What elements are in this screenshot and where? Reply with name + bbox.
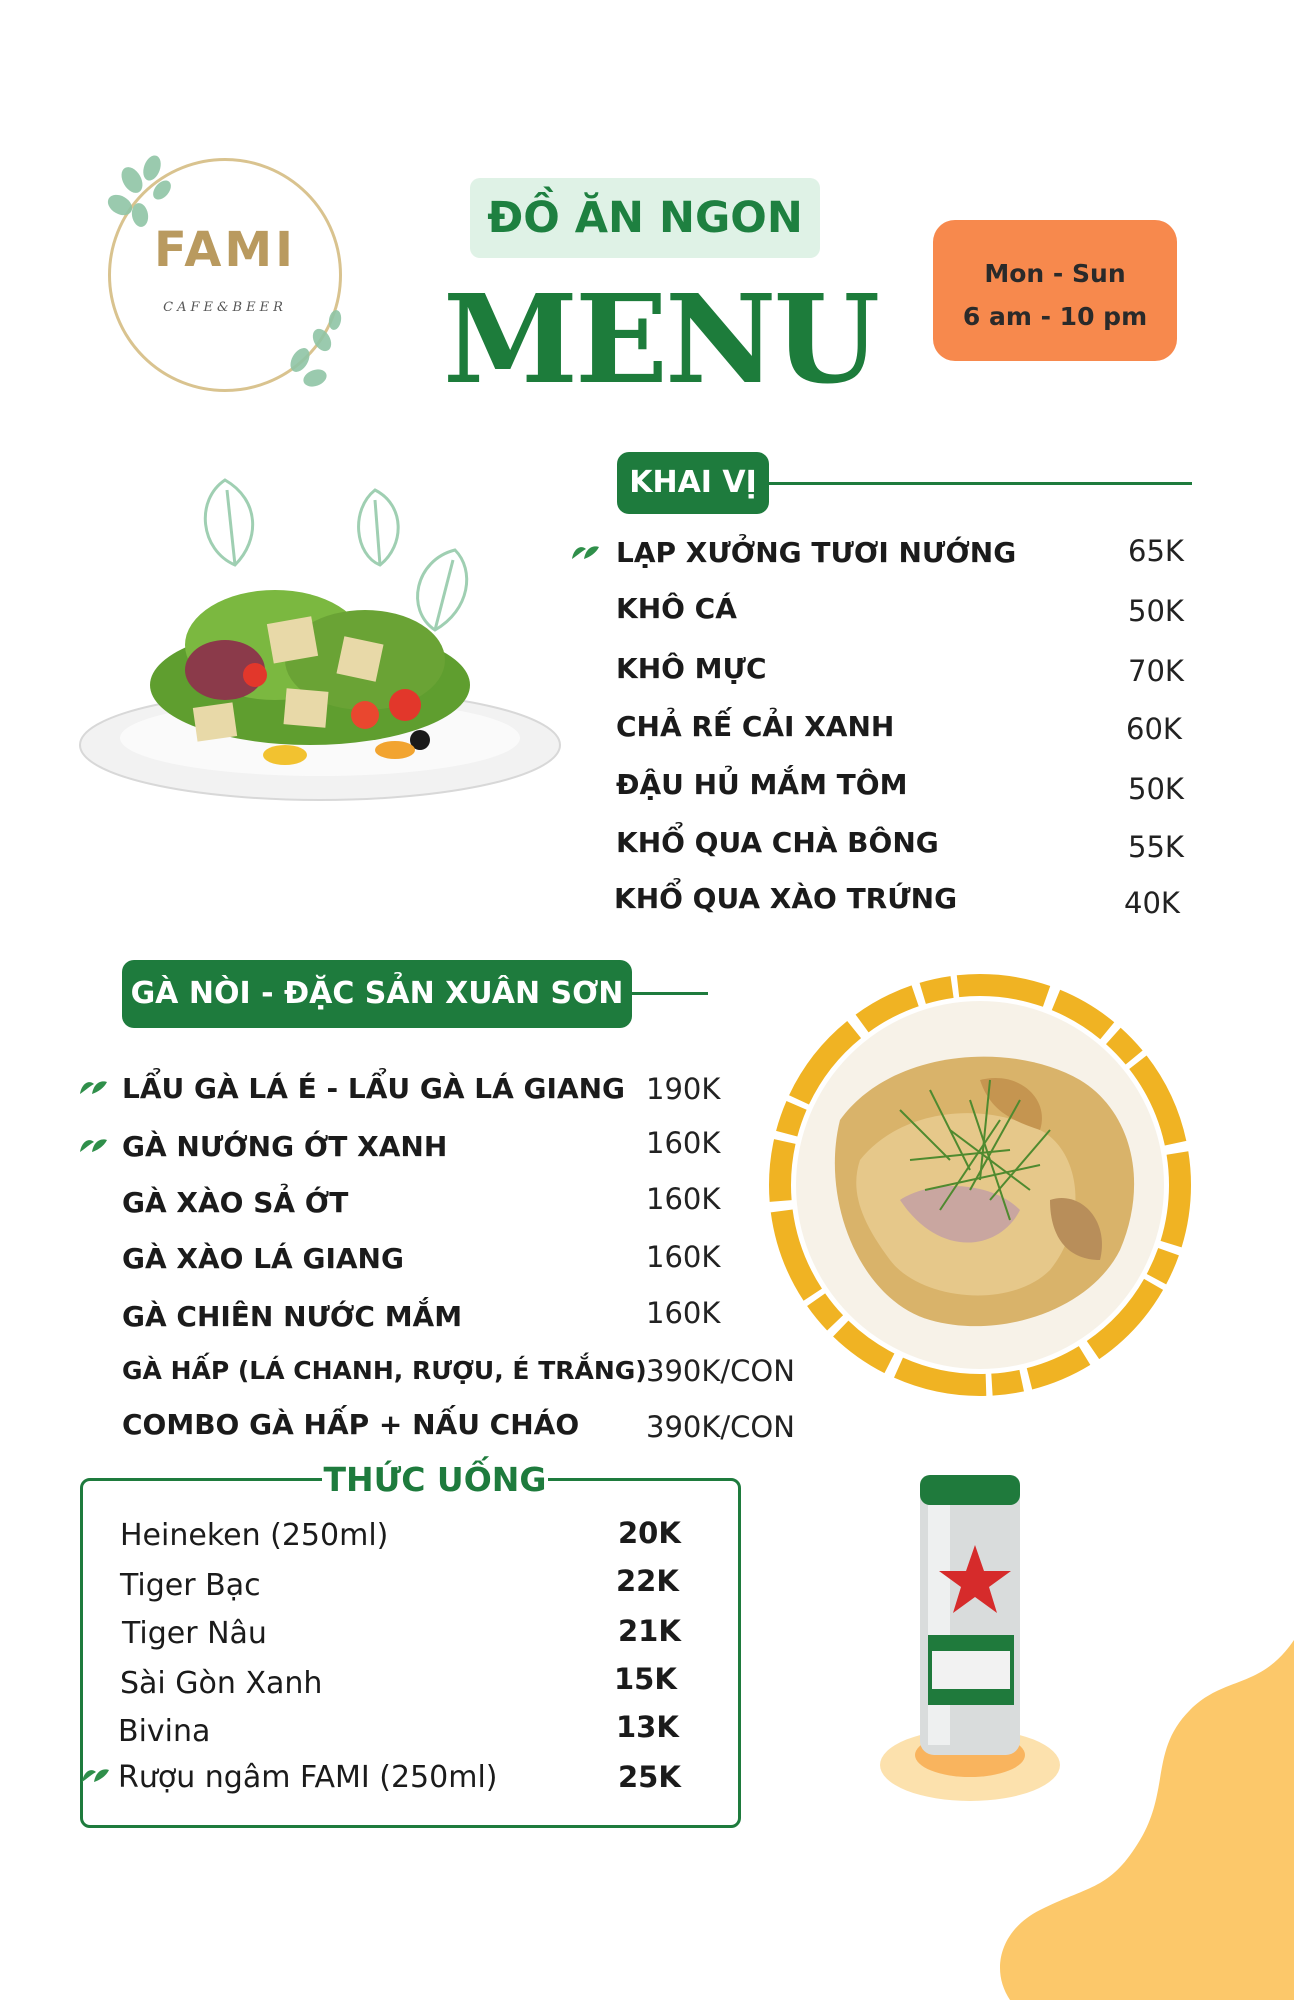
appetizer-price: 40K [1124,886,1180,920]
appetizer-name: KHỔ QUA XÀO TRỨNG [614,882,958,915]
chicken-dish-price: 190K [646,1072,721,1106]
beer-can-image [870,1465,1070,1805]
appetizers-heading-line [760,482,1192,485]
drink-name: Tiger Bạc [120,1568,261,1603]
chicken-dish-name: GÀ HẤP (LÁ CHANH, RƯỢU, É TRẮNG) [122,1356,647,1385]
chicken-heading-line [626,992,708,995]
chicken-dish-price: 390K/CON [646,1354,795,1388]
drink-price: 21K [618,1614,681,1648]
chicken-dish-price: 160K [646,1296,721,1330]
drink-price: 22K [616,1564,679,1598]
leaf-icon [570,543,600,563]
chicken-dish-price: 160K [646,1126,721,1160]
appetizer-price: 70K [1128,654,1184,688]
drink-name: Bivina [118,1714,211,1749]
drink-price: 15K [614,1662,677,1696]
drink-name: Tiger Nâu [122,1616,267,1651]
opening-days: Mon - Sun [984,259,1126,288]
menu-title: MENU [443,267,877,411]
appetizer-price: 60K [1126,712,1182,746]
drink-price: 20K [618,1516,681,1550]
drink-name: Rượu ngâm FAMI (250ml) [118,1760,498,1795]
chicken-dish-name: GÀ XÀO SẢ ỚT [122,1186,349,1219]
chicken-dish-name: COMBO GÀ HẤP + NẤU CHÁO [122,1408,580,1441]
logo-name: FAMI [153,222,297,278]
salad-plate-image [75,470,565,810]
appetizer-price: 50K [1128,772,1184,806]
chicken-dish-price: 390K/CON [646,1410,795,1444]
drink-price: 13K [616,1710,679,1744]
opening-hours-badge [933,220,1177,361]
drink-price: 25K [618,1760,681,1794]
chicken-dish-name: GÀ CHIÊN NƯỚC MẮM [122,1300,463,1333]
leaf-icon [78,1078,108,1098]
leaf-icon [80,1766,110,1786]
chicken-heading: GÀ NÒI - ĐẶC SẢN XUÂN SƠN [122,960,632,1028]
opening-time: 6 am - 10 pm [962,302,1148,331]
appetizer-name: ĐẬU HỦ MẮM TÔM [616,768,908,801]
appetizer-name: KHỔ QUA CHÀ BÔNG [616,826,939,859]
appetizers-heading: KHAI VỊ [617,452,769,514]
menu-tagline: ĐỒ ĂN NGON [470,178,820,258]
drink-name: Sài Gòn Xanh [120,1666,323,1701]
appetizer-name: LẠP XƯỞNG TƯƠI NƯỚNG [616,536,1017,569]
brand-logo [100,150,350,400]
appetizer-name: KHÔ CÁ [616,592,737,625]
chicken-dish-price: 160K [646,1182,721,1216]
chicken-dish-name: GÀ NƯỚNG ỚT XANH [122,1130,448,1163]
drinks-heading: THỨC UỐNG [322,1458,548,1502]
logo-subtitle: CAFE&BEER [163,300,287,315]
chicken-dish-name: LẨU GÀ LÁ É - LẨU GÀ LÁ GIANG [122,1072,626,1105]
drink-name: Heineken (250ml) [120,1518,389,1553]
appetizer-price: 55K [1128,830,1184,864]
appetizer-price: 50K [1128,594,1184,628]
appetizer-name: CHẢ RẾ CẢI XANH [616,710,895,743]
chicken-dish-price: 160K [646,1240,721,1274]
steamed-chicken-image [750,960,1210,1410]
appetizer-price: 65K [1128,534,1184,568]
leaf-icon [78,1136,108,1156]
chicken-dish-name: GÀ XÀO LÁ GIANG [122,1242,404,1275]
appetizer-name: KHÔ MỰC [616,652,767,685]
